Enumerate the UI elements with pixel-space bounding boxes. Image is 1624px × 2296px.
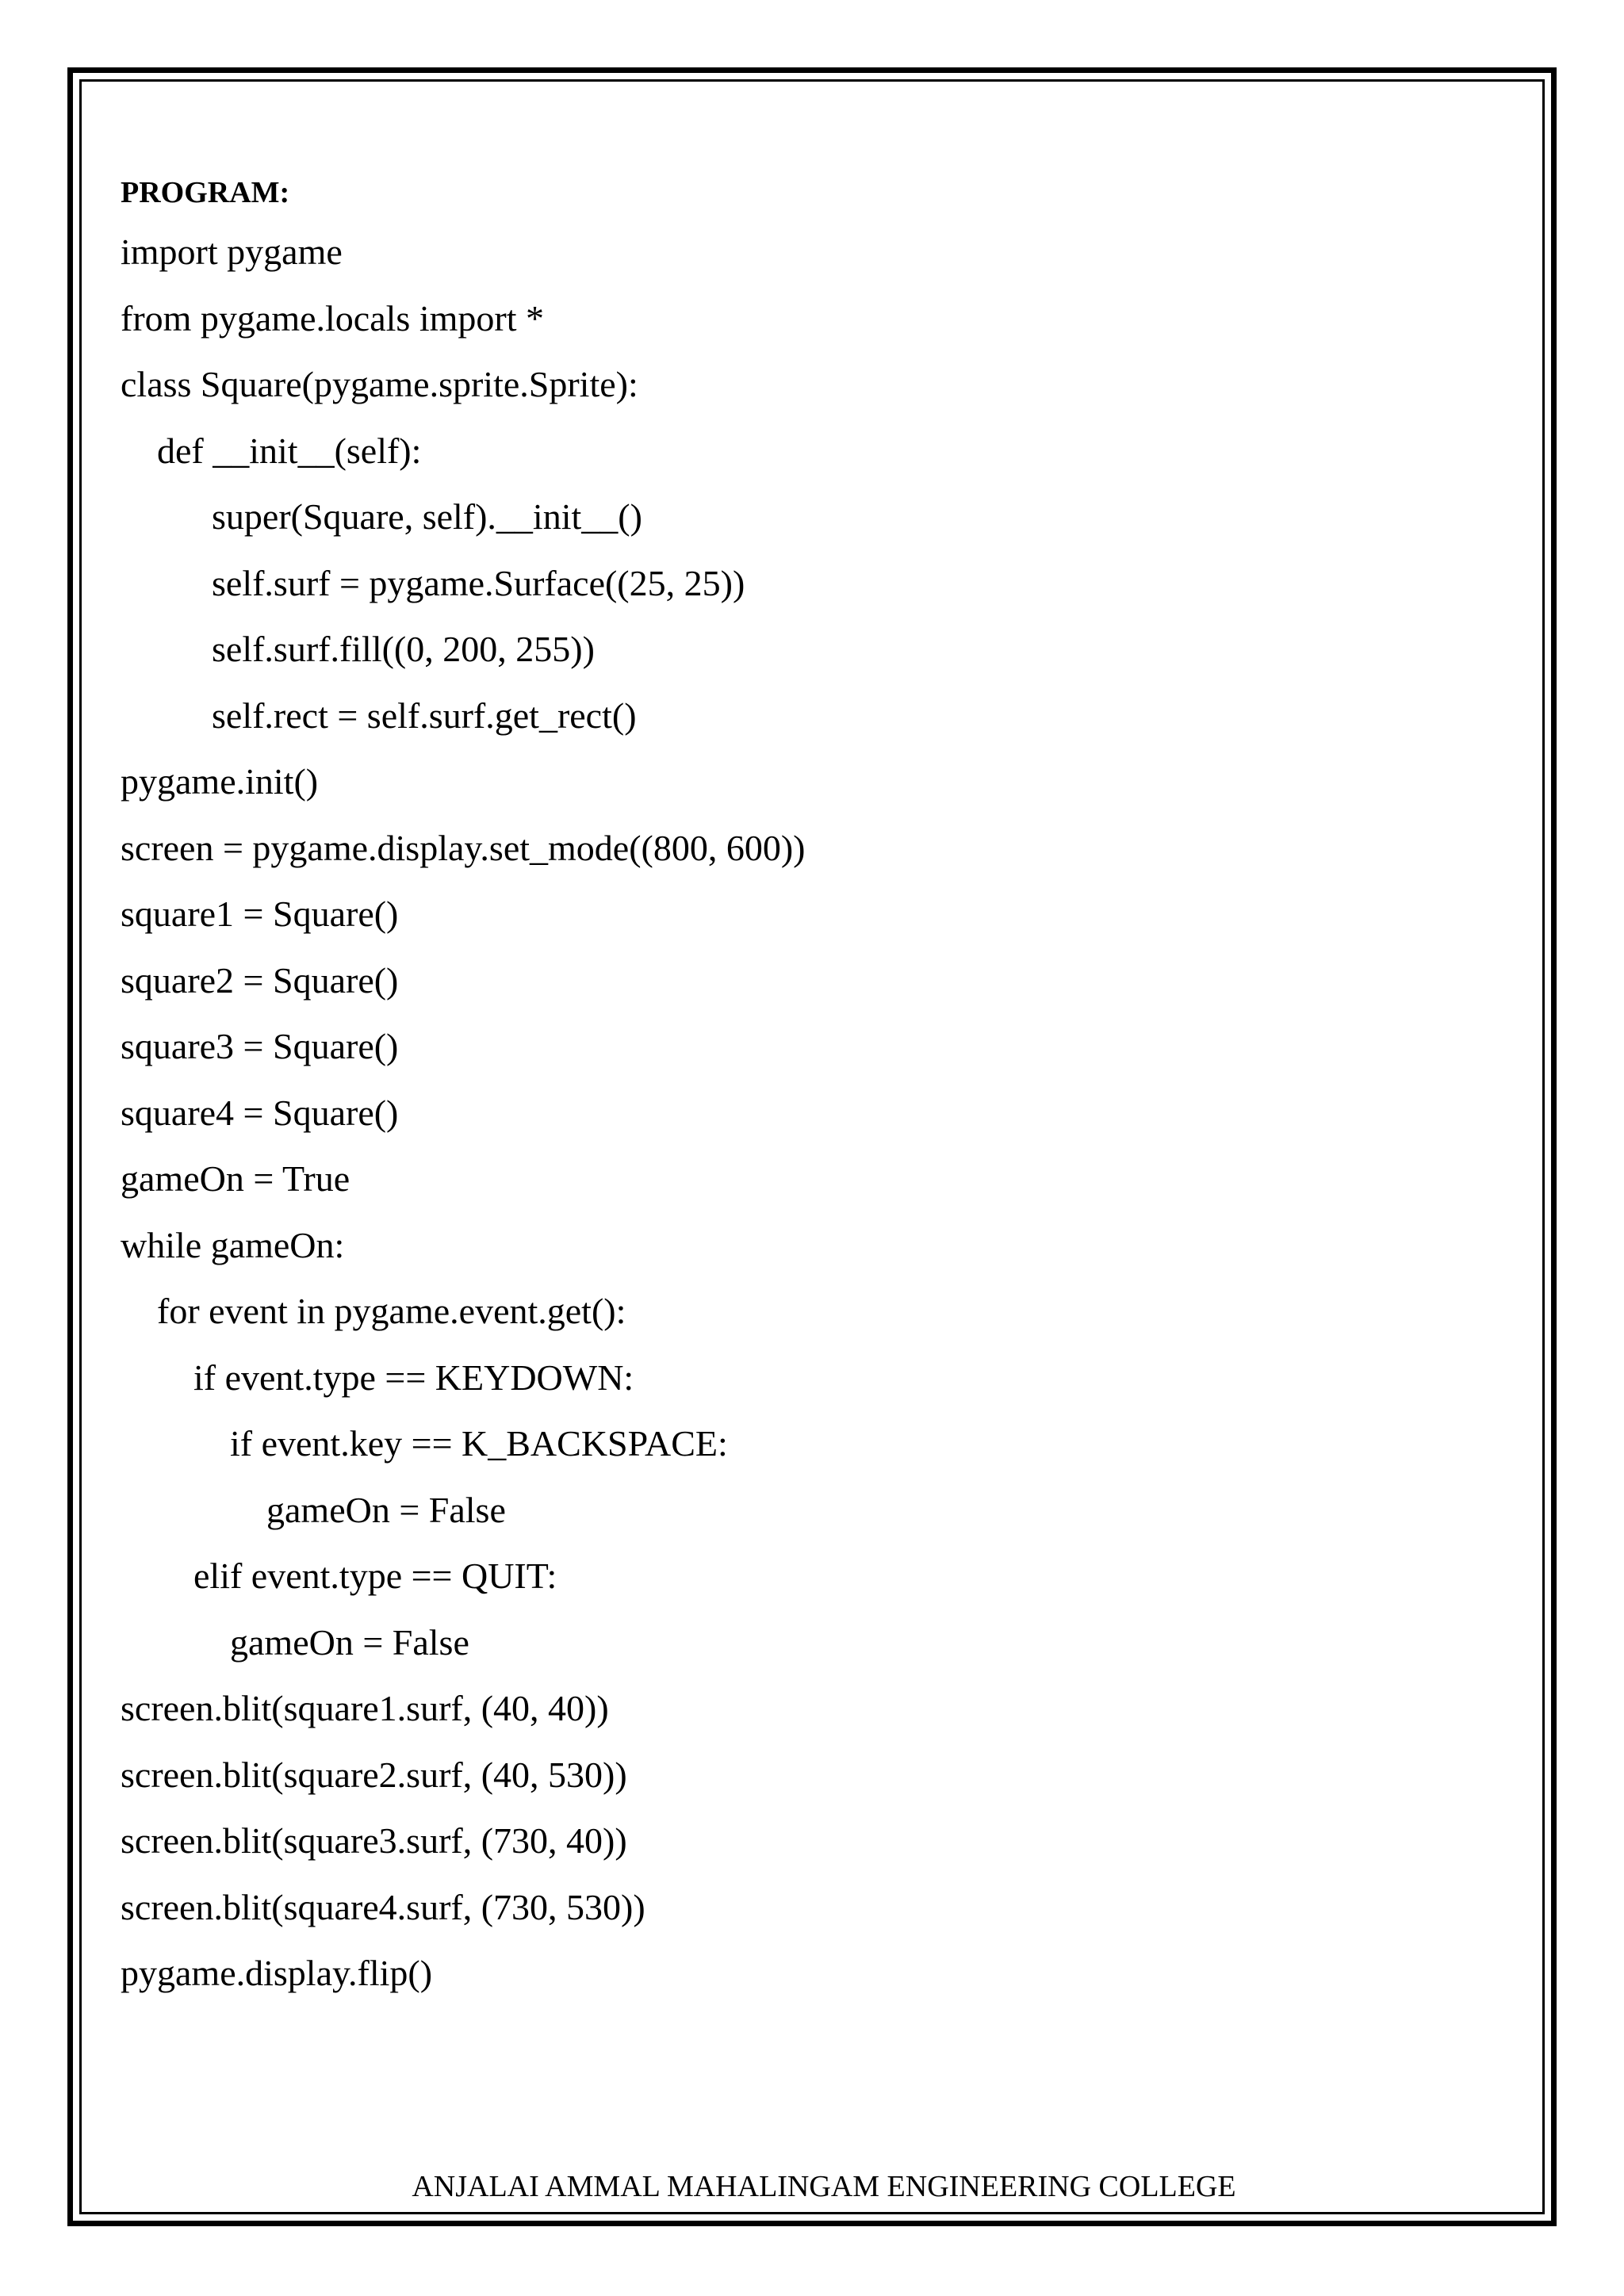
code-line: square3 = Square()	[121, 1026, 399, 1066]
code-line: screen = pygame.display.set_mode((800, 600))	[121, 827, 806, 868]
program-heading: PROGRAM:	[121, 176, 290, 209]
code-block	[121, 228, 1469, 2016]
code-line: super(Square, self).__init__()	[121, 496, 642, 537]
code-line: if event.type == KEYDOWN:	[121, 1357, 634, 1398]
code-line: pygame.init()	[121, 761, 319, 802]
code-line: elif event.type == QUIT:	[121, 1556, 557, 1596]
code-line: for event in pygame.event.get():	[121, 1291, 626, 1331]
code-line: class Square(pygame.sprite.Sprite):	[121, 364, 638, 404]
code-line: square4 = Square()	[121, 1092, 399, 1133]
code-line: gameOn = False	[121, 1621, 469, 1663]
code-line: import pygame	[121, 232, 343, 272]
code-line: self.rect = self.surf.get_rect()	[121, 695, 637, 736]
college-footer: ANJALAI AMMAL MAHALINGAM ENGINEERING COLLEGE	[412, 2170, 1236, 2203]
code-line: gameOn = True	[121, 1158, 350, 1199]
code-line: screen.blit(square2.surf, (40, 530))	[121, 1754, 627, 1795]
code-line: gameOn = False	[121, 1489, 506, 1530]
code-line: if event.key == K_BACKSPACE:	[121, 1423, 728, 1464]
code-line: def __init__(self):	[121, 430, 422, 471]
code-line: self.surf.fill((0, 200, 255))	[121, 629, 595, 669]
code-line: while gameOn:	[121, 1224, 345, 1265]
code-line: from pygame.locals import *	[121, 297, 544, 339]
code-line: screen.blit(square4.surf, (730, 530))	[121, 1886, 645, 1927]
code-line: square2 = Square()	[121, 959, 399, 1001]
code-line: screen.blit(square3.surf, (730, 40))	[121, 1820, 627, 1861]
code-line: screen.blit(square1.surf, (40, 40))	[121, 1688, 609, 1728]
code-line: square1 = Square()	[121, 894, 399, 934]
code-line: pygame.display.flip()	[121, 1953, 433, 1993]
code-line: self.surf = pygame.Surface((25, 25))	[121, 562, 745, 603]
